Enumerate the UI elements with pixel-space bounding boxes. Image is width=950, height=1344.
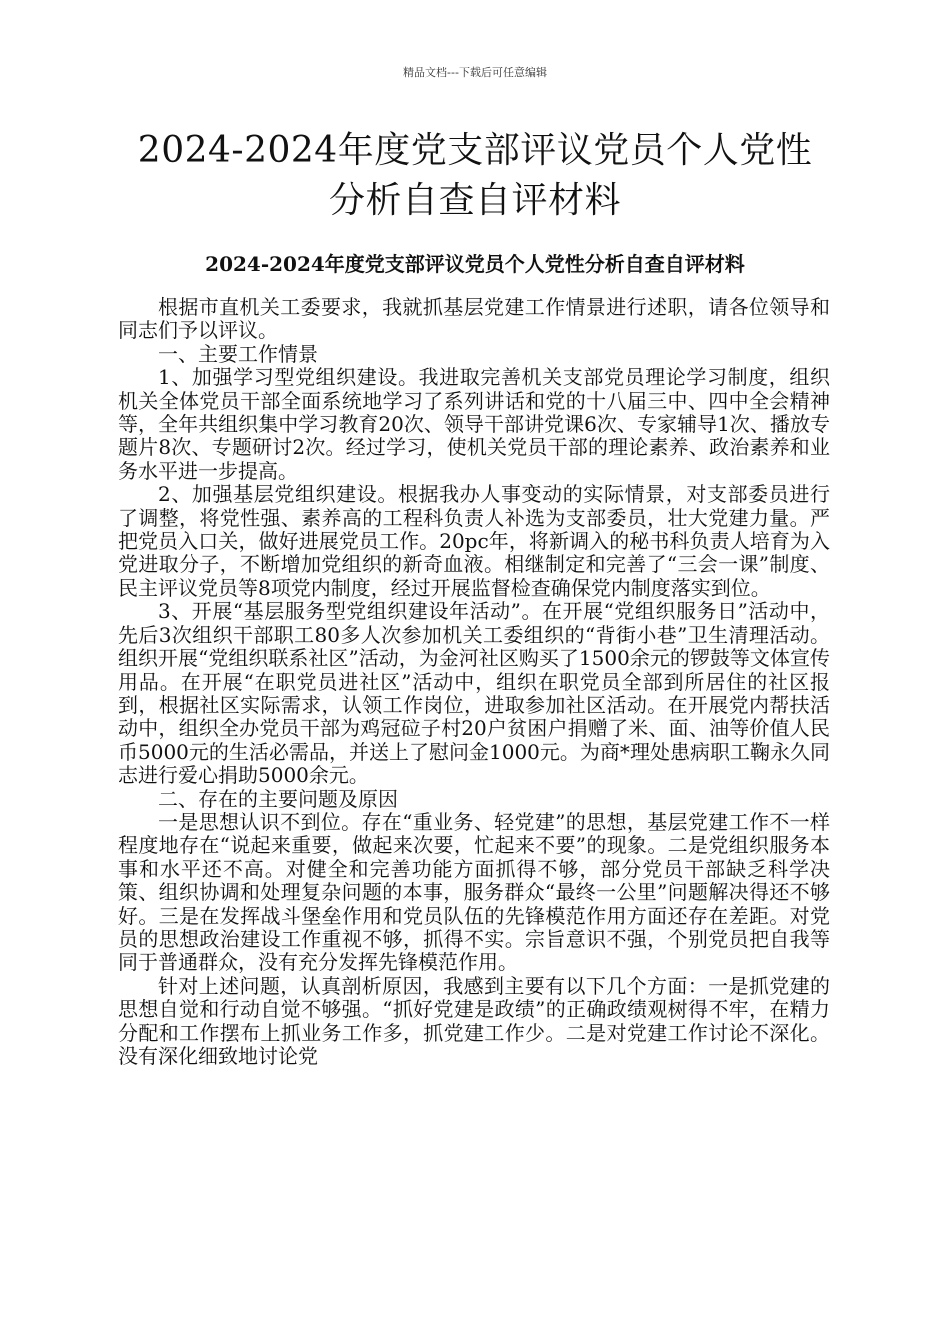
paragraph-problems: 一是思想认识不到位。存在“重业务、轻党建”的思想，基层党建工作不一样程度地存在“说起来重要，做起来次要，忙起来不要”的现象。二是党组织服务本事和水平还不高。对健全和完善功能方面抓得不够，部分党员干部缺乏科学决策、组织协调和处理复杂问题的本事，服务群众“最终一公里”问题解决得还不够好。三是在发挥战斗堡垒作用和党员队伍的先锋模范作用方面还存在差距。对党员的思想政治建设工作重视不够，抓得不实。宗旨意识不强，个别党员把自我等同于普通群众，没有充分发挥先锋模范作用。: [118, 809, 830, 975]
paragraph-1: 1、加强学习型党组织建设。我进取完善机关支部党员理论学习制度，组织机关全体党员干部全面系统地学习了系列讲话和党的十八届三中、四中全会精神等，全年共组织集中学习教育20次、领导干部讲党课6次、专家辅导1次、播放专题片8次、专题研讨2次。经过学习，使机关党员干部的理论素养、政治素养和业务水平进一步提高。: [118, 365, 830, 483]
header-note: 精品文档---下载后可任意编辑: [403, 66, 547, 79]
paragraph-2: 2、加强基层党组织建设。根据我办人事变动的实际情景，对支部委员进行了调整，将党性强、素养高的工程科负责人补选为支部委员，壮大党建力量。严把党员入口关，做好进展党员工作。20pc年，将新调入的秘书科负责人培育为入党进取分子，不断增加党组织的新奇血液。相继制定和完善了“三会一课”制度、民主评议党员等8项党内制度，经过开展监督检查确保党内制度落实到位。: [118, 482, 830, 600]
paragraph-3: 3、开展“基层服务型党组织建设年活动”。在开展“党组织服务日”活动中，先后3次组织干部职工80多人次参加机关工委组织的“背街小巷”卫生清理活动。组织开展“党组织联系社区”活动，为金河社区购买了1500余元的锣鼓等文体宣传用品。在开展“在职党员进社区”活动中，组织在职党员全部到所居住的社区报到，根据社区实际需求，认领工作岗位，进取参加社区活动。在开展党内帮扶活动中，组织全办党员干部为鸡冠砬子村20户贫困户捐赠了米、面、油等价值人民币5000元的生活必需品，并送上了慰问金1000元。为商*理处患病职工鞠永久同志进行爱心捐助5000余元。: [118, 599, 830, 788]
document-title: 2024-2024年度党支部评议党员个人党性分析自查自评材料: [137, 130, 813, 221]
paragraph-causes: 针对上述问题，认真剖析原因，我感到主要有以下几个方面：一是抓党建的思想自觉和行动自觉不够强。“抓好党建是政绩”的正确政绩观树得不牢，在精力分配和工作摆布上抓业务工作多，抓党建工作少。二是对党建工作讨论不深化。没有深化细致地讨论党: [118, 973, 830, 1068]
document-body: [118, 296, 830, 1068]
section-heading-1: 一、主要工作情景: [158, 341, 318, 366]
document-subtitle: 2024-2024年度党支部评议党员个人党性分析自查自评材料: [205, 252, 745, 276]
section-heading-2: 二、存在的主要问题及原因: [158, 786, 398, 811]
paragraph-intro: 根据市直机关工委要求，我就抓基层党建工作情景进行述职，请各位领导和同志们予以评议。: [118, 295, 830, 343]
